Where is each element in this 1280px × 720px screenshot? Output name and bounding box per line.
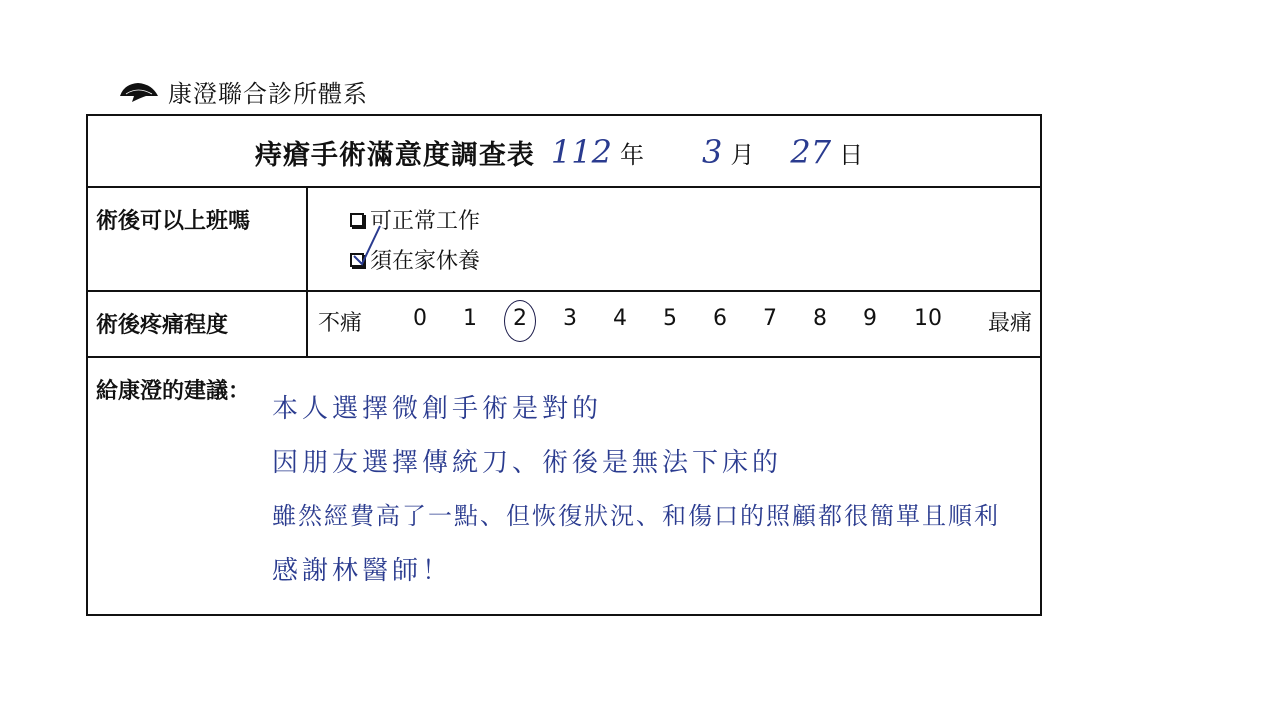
column-divider — [306, 186, 308, 358]
advice-line: 本人選擇微創手術是對的 — [272, 394, 603, 424]
pain-level[interactable]: 5 — [663, 306, 677, 331]
checkmark-icon — [350, 222, 382, 266]
pain-level[interactable]: 4 — [613, 306, 627, 331]
pain-level[interactable]: 8 — [813, 306, 827, 331]
row-divider — [88, 290, 1040, 292]
pain-level[interactable]: 2 — [513, 306, 527, 331]
pain-scale — [318, 306, 1034, 344]
selected-level-circle — [504, 300, 536, 342]
year-unit: 年 — [620, 140, 644, 169]
pain-label: 術後疼痛程度 — [96, 313, 229, 338]
option-normal-work-label: 可正常工作 — [370, 209, 481, 234]
title-row — [88, 116, 1040, 188]
advice-line: 因朋友選擇傳統刀、術後是無法下床的 — [272, 448, 783, 478]
pain-level[interactable]: 9 — [863, 306, 877, 331]
work-question-label: 術後可以上班嗎 — [96, 209, 251, 234]
date-month: 3 — [702, 133, 723, 171]
row-divider — [88, 356, 1040, 358]
survey-form — [86, 114, 1042, 616]
pain-level[interactable]: 1 — [463, 306, 477, 331]
pain-level[interactable]: 7 — [763, 306, 777, 331]
month-unit: 月 — [730, 140, 755, 169]
date-day: 27 — [790, 133, 832, 171]
pain-max-label: 最痛 — [988, 311, 1033, 336]
advice-label: 給康澄的建議： — [96, 379, 251, 404]
fan-logo-icon — [118, 80, 160, 104]
pain-level[interactable]: 10 — [914, 306, 942, 331]
pain-level[interactable]: 6 — [713, 306, 727, 331]
option-rest-at-home-label: 須在家休養 — [370, 249, 481, 274]
pain-level[interactable]: 3 — [563, 306, 577, 331]
day-unit: 日 — [839, 140, 864, 169]
advice-line: 感謝林醫師！ — [272, 556, 453, 586]
pain-min-label: 不痛 — [318, 311, 363, 336]
pain-level[interactable]: 0 — [413, 306, 427, 331]
clinic-name: 康澄聯合診所體系 — [168, 80, 368, 108]
clinic-brand — [118, 74, 368, 109]
date-year: 112 — [550, 133, 612, 171]
form-title: 痔瘡手術滿意度調查表 — [254, 139, 535, 171]
advice-line: 雖然經費高了一點、但恢復狀況、和傷口的照顧都很簡單且順利 — [272, 502, 1000, 530]
